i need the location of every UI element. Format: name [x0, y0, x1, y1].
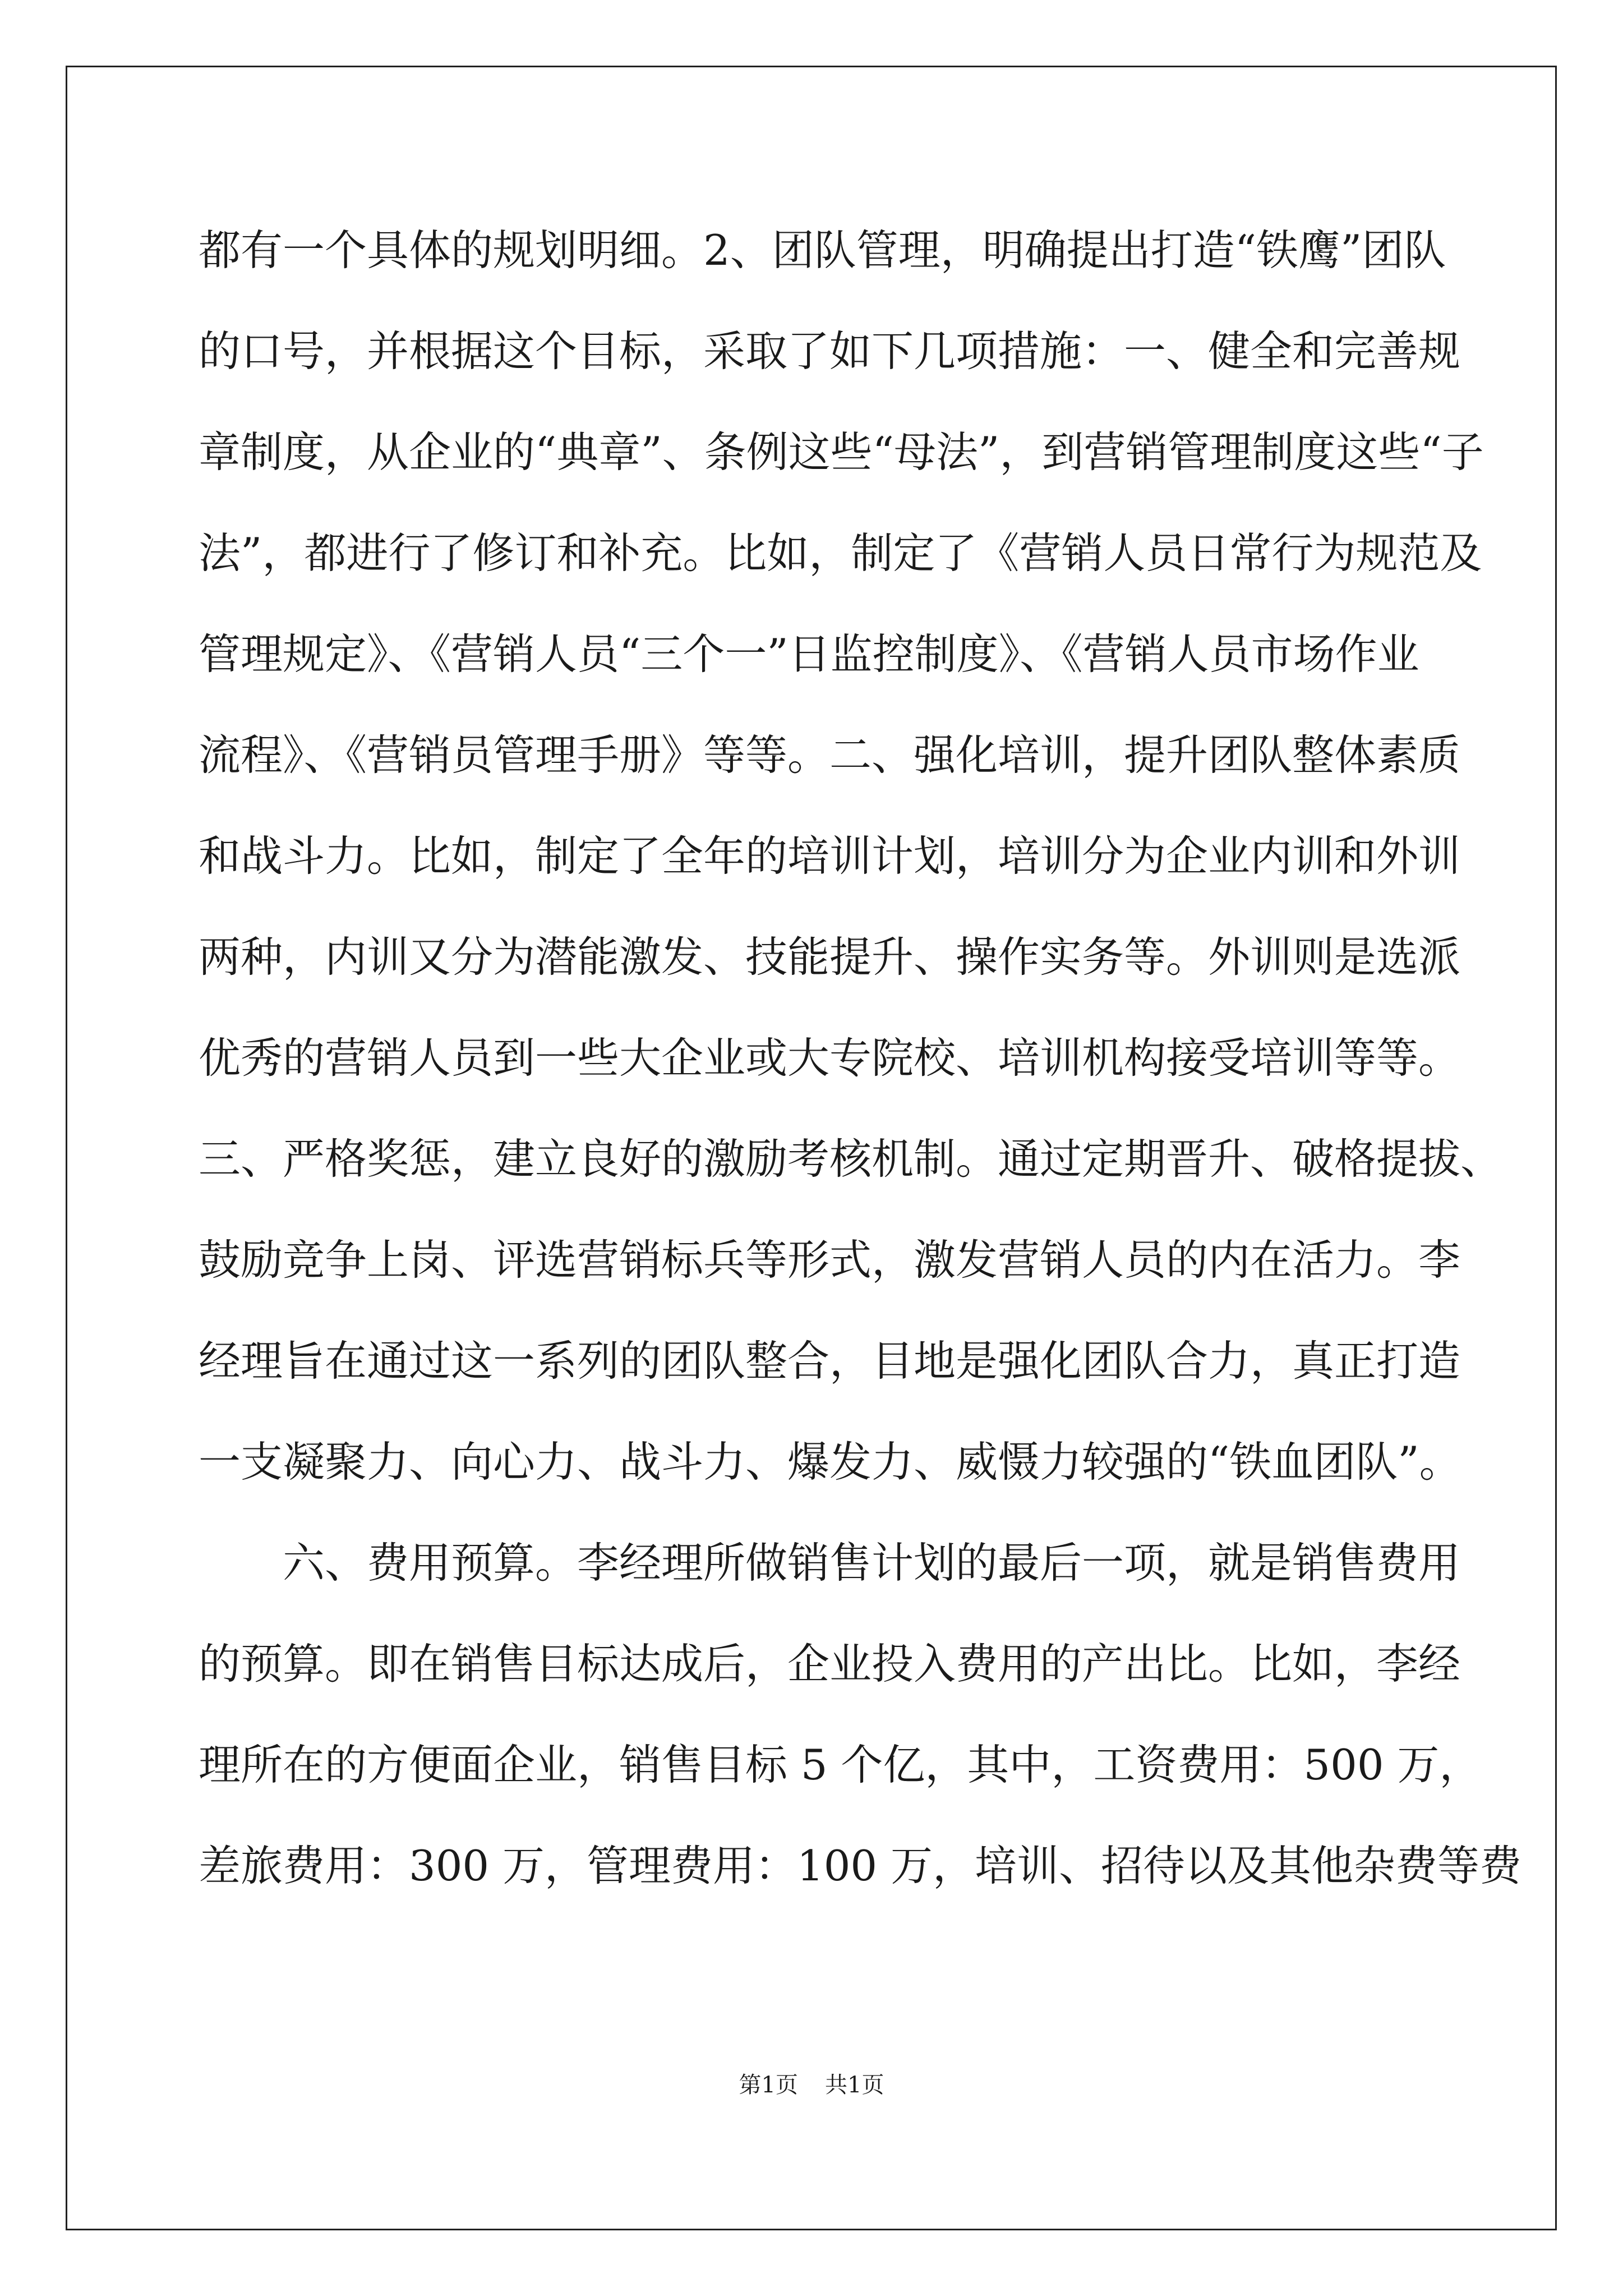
- text-line: 两种，内训又分为潜能激发、技能提升、操作实务等。外训则是选派: [199, 932, 1461, 982]
- text-line: 和战斗力。比如，制定了全年的培训计划，培训分为企业内训和外训: [199, 831, 1461, 881]
- text-line: 差旅费用：300 万，管理费用：100 万，培训、招待以及其他杂费等费: [199, 1841, 1521, 1890]
- text-line: 章制度，从企业的“典章”、条例这些“母法”，到营销管理制度这些“子: [199, 427, 1484, 477]
- text-line: 都有一个具体的规划明细。2、团队管理，明确提出打造“铁鹰”团队: [199, 226, 1446, 275]
- text-line: 流程》、《营销员管理手册》等等。二、强化培训，提升团队整体素质: [199, 730, 1461, 780]
- text-line: 的预算。即在销售目标达成后，企业投入费用的产出比。比如，李经: [199, 1639, 1461, 1688]
- paragraph-first-line: 六、费用预算。李经理所做销售计划的最后一项，就是销售费用: [283, 1538, 1461, 1588]
- text-line: 一支凝聚力、向心力、战斗力、爆发力、威慑力较强的“铁血团队”。: [199, 1437, 1461, 1487]
- text-line: 的口号，并根据这个目标，采取了如下几项措施：一、健全和完善规: [199, 326, 1461, 376]
- page-footer: [0, 2071, 1623, 2099]
- text-line: 经理旨在通过这一系列的团队整合，目地是强化团队合力，真正打造: [199, 1336, 1461, 1386]
- text-line: 理所在的方便面企业，销售目标 5 个亿，其中，工资费用：500 万，: [199, 1740, 1482, 1789]
- text-line: 法”，都进行了修订和补充。比如，制定了《营销人员日常行为规范及: [199, 528, 1482, 578]
- text-line: 管理规定》、《营销人员“三个一”日监控制度》、《营销人员市场作业: [199, 629, 1419, 679]
- page-number: 第1页: [739, 2072, 798, 2098]
- text-line: 三、严格奖惩，建立良好的激励考核机制。通过定期晋升、破格提拔、: [199, 1134, 1503, 1184]
- page-total: 共1页: [825, 2072, 884, 2098]
- text-line: 优秀的营销人员到一些大企业或大专院校、培训机构接受培训等等。: [199, 1033, 1461, 1083]
- text-line: 鼓励竞争上岗、评选营销标兵等形式，激发营销人员的内在活力。李: [199, 1235, 1461, 1285]
